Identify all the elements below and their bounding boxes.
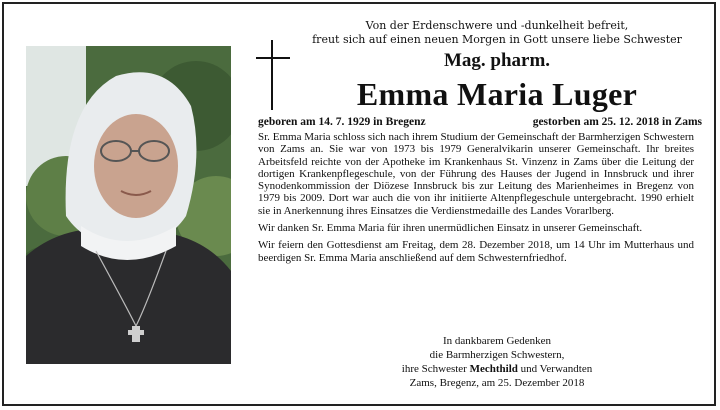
- intro-text: [292, 19, 702, 47]
- deceased-name: Emma Maria Luger: [356, 76, 638, 112]
- closing-block: [292, 334, 702, 390]
- body-paragraph-3: Wir feiern den Gottesdienst am Freitag, dem 28. Dezember 2018, um 14 Uhr im Mutterhaus und beerdigen Sr. Emma Maria anschließend auf dem Schwesternfriedhof.: [258, 239, 694, 264]
- closing-line-2: die Barmherzigen Schwestern,: [429, 349, 565, 361]
- closing-line-3-suffix: und Verwandten: [517, 363, 593, 375]
- sister-name: Mechthild: [469, 363, 518, 375]
- body-paragraph-1: Sr. Emma Maria schloss sich nach ihrem Studium der Gemeinschaft der Barmherzigen Schwestern von Zams an. Sie war von 1973 bis 1979 Generalvikarin unserer Gemeinschaft. Ihr breites Arbeitsfeld reichte von der Apotheke im Krankenhaus St. Vinzenz in Zams über die Leitung der dortigen Krankenpflegeschule, von der Führung des Hauses der Jugend in Innsbruck und ihrer Synodenkommission der Diözese Innsbruck bis zur Leitung des Marienheimes in Bregenz von 1979 bis 2009. Dort war auch die von ihr initiierte Altenpflegeschule untergebracht. 1990 erhielt sie in Anerkennung ihres Einsatzes die Verdienstmedaille des Landes Vorarlberg.: [258, 131, 694, 217]
- cross-icon: [256, 40, 290, 110]
- closing-line-4: Zams, Bregenz, am 25. Dezember 2018: [409, 377, 585, 389]
- intro-line-1: Von der Erdenschwere und -dunkelheit befreit,: [365, 19, 629, 32]
- closing-line-3-prefix: ihre Schwester: [401, 363, 470, 375]
- birth-date: geboren am 14. 7. 1929 in Bregenz: [258, 116, 426, 128]
- closing-line-1: In dankbarem Gedenken: [442, 335, 552, 347]
- body-paragraph-2: Wir danken Sr. Emma Maria für ihren unermüdlichen Einsatz in unserer Gemeinschaft.: [258, 222, 643, 235]
- academic-title: Mag. pharm.: [443, 50, 551, 71]
- closing-line-3: [292, 362, 702, 376]
- death-date: gestorben am 25. 12. 2018 in Zams: [532, 116, 702, 128]
- obituary-body: [258, 131, 694, 269]
- portrait-photo: [26, 46, 231, 364]
- intro-line-2: freut sich auf einen neuen Morgen in Gott unsere liebe Schwester: [312, 33, 682, 46]
